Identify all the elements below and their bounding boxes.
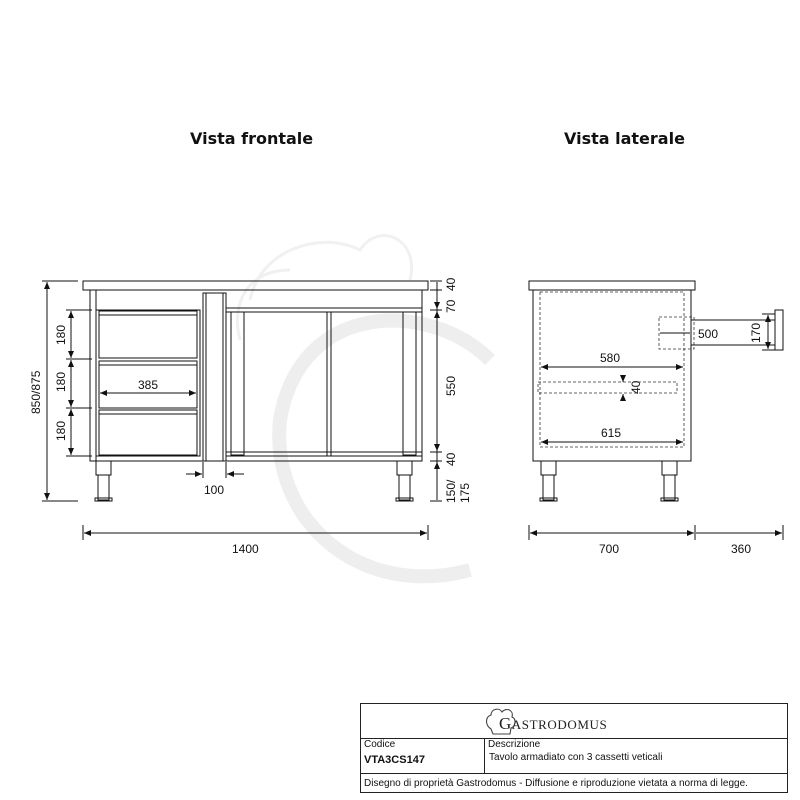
dim-partition: 100 [204,483,225,497]
dim-depth: 700 [599,542,620,556]
dim-total-width: 1400 [232,542,259,556]
footer-notice: Disegno di proprietà Gastrodomus - Diffusione e riproduzione vietata a norma di legge. [364,778,748,789]
dim-drawer-opening-depth: 500 [698,327,719,341]
side-drawer-front [775,310,783,350]
dim-leg-height-b: 175 [458,482,472,503]
dim-drawer-width: 385 [138,378,159,392]
dim-overall-height: 850/875 [29,370,43,414]
code-value: VTA3CS147 [364,754,425,766]
dim-drawer-2: 180 [54,371,68,392]
description-label: Descrizione [488,739,541,750]
side-top-slab [529,281,695,290]
dim-leg-height-a: 150/ [444,479,458,503]
dim-drawer-opening-height: 170 [749,322,763,343]
description-value: Tavolo armadiato con 3 cassetti veticali [489,752,663,763]
title-block [360,703,788,793]
drawer-front-1 [99,311,197,358]
front-view-title: Vista frontale [190,129,314,148]
code-label: Codice [364,739,396,750]
dim-drawer-extension: 360 [731,542,752,556]
side-rail [538,382,677,393]
code-cell [361,738,485,774]
dim-top-band: 70 [444,299,458,313]
dim-drawer-1: 180 [54,324,68,345]
dim-rail-height: 40 [629,380,643,394]
dim-opening: 550 [444,375,458,396]
brand-row [361,704,787,739]
side-legs [540,461,678,501]
dim-shelf: 40 [444,452,458,466]
dim-top-thickness: 40 [444,277,458,291]
drawer-front-3 [99,410,197,455]
side-view-title: Vista laterale [564,129,685,148]
dim-drawer-3: 180 [54,420,68,441]
dim-upper-depth: 580 [600,351,621,365]
dim-lower-depth: 615 [601,426,622,440]
brand-name: GASTRODOMUS [499,714,608,733]
front-legs [95,461,413,501]
door-right-jamb [403,312,416,455]
side-view [529,281,783,556]
description-cell [485,738,787,774]
